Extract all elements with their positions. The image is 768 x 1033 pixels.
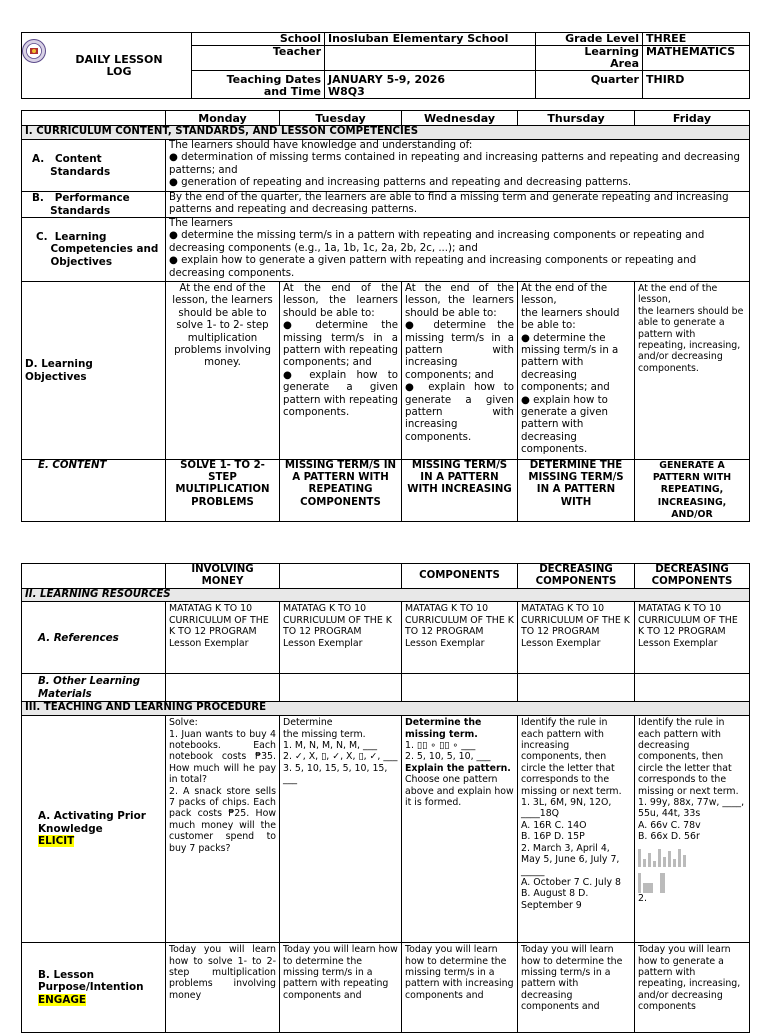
school-value: Inosluban Elementary School bbox=[325, 33, 536, 46]
content-cont-thursday: DECREASING COMPONENTS bbox=[518, 564, 635, 589]
activating-tuesday: Determine the missing term. 1. M, N, M, N, M, ___ 2. ✓, X, ▯, ✓, X, ▯, ✓, ___ 3. 5, 10, 15, 5, 10, 15, ___ bbox=[280, 716, 402, 943]
wed-items: 1. ▯▯ ∘ ▯▯ ∘ ___ 2. 5, 10, 5, 10, ___ bbox=[405, 740, 491, 763]
activating-wednesday bbox=[402, 716, 518, 943]
content-cont-friday: DECREASING COMPONENTS bbox=[635, 564, 750, 589]
competencies-text: The learners ● determine the missing term/s in a pattern with repeating and increasing components or repeating and decreasing components (e.g., 1a, 1b, 1c, 2a, 2b, 2c, ...); and ● explain how to generate a given pattern with repeating and increasing components or repeating and decreasing components. bbox=[166, 218, 750, 282]
objective-wednesday: At the end of the lesson, the learners should be able to: ● determine the missing term/s in a pattern with increasing components; and ● explain how to generate a given pattern with increasing components. bbox=[402, 282, 518, 460]
references-label: A. References bbox=[22, 602, 166, 674]
performance-standards-label: B. Performance Standards bbox=[22, 192, 166, 218]
grade-label: Grade Level bbox=[536, 33, 643, 46]
content-thursday: DETERMINE THE MISSING TERM/S IN A PATTERN WITH bbox=[518, 460, 635, 522]
lesson-table-part2 bbox=[21, 563, 750, 1033]
purpose-friday: Today you will learn how to generate a pattern with repeating, increasing, and/or decreasing components bbox=[635, 943, 750, 1033]
corner-cell bbox=[22, 111, 166, 126]
content-label: E. CONTENT bbox=[22, 460, 166, 522]
activating-label-text: A. Activating Prior Knowledge bbox=[38, 810, 146, 835]
engage-tag: ENGAGE bbox=[38, 993, 86, 1006]
content-monday: SOLVE 1- TO 2-STEP MULTIPLICATION PROBLEMS bbox=[166, 460, 280, 522]
quarter-value: THIRD bbox=[643, 71, 750, 99]
objective-friday: At the end of the lesson, the learners should be able to generate a pattern with repeating, increasing, and/or decreasing components. bbox=[635, 282, 750, 460]
learning-area-label: Learning Area bbox=[536, 46, 643, 71]
objectives-label: D. Learning Objectives bbox=[22, 282, 166, 460]
content-standards-text: The learners should have knowledge and understanding of: ● determination of missing terms contained in repeating and increasing patterns and repeating and decreasing patterns; and ● generation of repeating and increasing patterns and repeating and decreasing patterns. bbox=[166, 140, 750, 192]
day-friday: Friday bbox=[635, 111, 750, 126]
school-label: School bbox=[192, 33, 325, 46]
competencies-label: C. Learning Competencies and Objectives bbox=[22, 218, 166, 282]
teaching-dates-label: Teaching Dates and Time bbox=[192, 71, 325, 99]
dll-title: DAILY LESSON LOG bbox=[22, 33, 192, 99]
references-monday: MATATAG K TO 10 CURRICULUM OF THE K TO 12 PROGRAM Lesson Exemplar bbox=[166, 602, 280, 674]
learning-area-value: MATHEMATICS bbox=[643, 46, 750, 71]
section-curriculum-heading: I. CURRICULUM CONTENT, STANDARDS, AND LESSON COMPETENCIES bbox=[22, 126, 750, 140]
activating-friday bbox=[635, 716, 750, 943]
fri-item-2: 2. bbox=[638, 892, 647, 904]
objective-monday: At the end of the lesson, the learners should be able to solve 1- to 2- step multiplication problems involving money. bbox=[166, 282, 280, 460]
wed-explain-title: Explain the pattern. bbox=[405, 762, 511, 774]
day-tuesday: Tuesday bbox=[280, 111, 402, 126]
content-wednesday: MISSING TERM/S IN A PATTERN WITH INCREASING bbox=[402, 460, 518, 522]
purpose-thursday: Today you will learn how to determine the missing term/s in a pattern with decreasing components and bbox=[518, 943, 635, 1033]
wed-determine-title: Determine the missing term. bbox=[405, 717, 482, 740]
wed-explain-text: Choose one pattern above and explain how it is formed. bbox=[405, 774, 514, 809]
content-tuesday: MISSING TERM/S IN A PATTERN WITH REPEATING COMPONENTS bbox=[280, 460, 402, 522]
purpose-wednesday: Today you will learn how to determine the missing term/s in a pattern with increasing components and bbox=[402, 943, 518, 1033]
fri-activity-text: Identify the rule in each pattern with decreasing components, then circle the letter that corresponds to the missing or next term. 1. 99y, 88x, 77w, ____, 55u, 44t, 33s A. 66v C. 78v B. 66x D. 56r bbox=[638, 717, 745, 843]
references-thursday: MATATAG K TO 10 CURRICULUM OF THE K TO 12 PROGRAM Lesson Exemplar bbox=[518, 602, 635, 674]
activating-thursday: Identify the rule in each pattern with increasing components, then circle the letter that corresponds to the missing or next term. 1. 3L, 6M, 9N, 12O, ____18Q A. 16R C. 14O B. 16P D. 15P 2. March 3, April 4, May 5, June 6, July 7, _____ A. October 7 C. July 8 B. August 8 D. September 9 bbox=[518, 716, 635, 943]
objective-tuesday: At the end of the lesson, the learners should be able to: ● determine the missing term/s in a pattern with repeating components; and ● explain how to generate a given pattern with repeating components. bbox=[280, 282, 402, 460]
purpose-label bbox=[22, 943, 166, 1033]
pattern-bars-image-1 bbox=[638, 847, 746, 867]
teacher-label: Teacher bbox=[192, 46, 325, 71]
day-wednesday: Wednesday bbox=[402, 111, 518, 126]
purpose-tuesday: Today you will learn how to determine the missing term/s in a pattern with repeating components and bbox=[280, 943, 402, 1033]
quarter-label: Quarter bbox=[536, 71, 643, 99]
activating-monday: Solve: 1. Juan wants to buy 4 notebooks. Each notebook costs ₱35. How much will he pay in total? 2. A snack store sells 7 packs of chips. Each pack costs ₱25. How much money will the customer spend to buy 7 packs? bbox=[166, 716, 280, 943]
section-procedure-heading: III. TEACHING AND LEARNING PROCEDURE bbox=[22, 702, 750, 716]
teaching-dates-value: JANUARY 5-9, 2026 W8Q3 bbox=[325, 71, 536, 99]
purpose-label-text: B. Lesson Purpose/Intention bbox=[38, 968, 144, 994]
grade-value: THREE bbox=[643, 33, 750, 46]
content-cont-tuesday bbox=[280, 564, 402, 589]
content-standards-label: A. Content Standards bbox=[22, 140, 166, 192]
pattern-bars-image-2 bbox=[638, 873, 746, 893]
header-table bbox=[21, 32, 750, 99]
content-cont-wednesday: COMPONENTS bbox=[402, 564, 518, 589]
references-friday: MATATAG K TO 10 CURRICULUM OF THE K TO 12 PROGRAM Lesson Exemplar bbox=[635, 602, 750, 674]
day-monday: Monday bbox=[166, 111, 280, 126]
lesson-table-part1 bbox=[21, 110, 750, 522]
content-cont-monday: INVOLVING MONEY bbox=[166, 564, 280, 589]
day-thursday: Thursday bbox=[518, 111, 635, 126]
content-friday: GENERATE A PATTERN WITH REPEATING, INCREASING, AND/OR bbox=[635, 460, 750, 522]
elicit-tag: ELICIT bbox=[38, 835, 75, 848]
performance-standards-text: By the end of the quarter, the learners are able to find a missing term and generate repeating and increasing patterns and repeating and decreasing patterns. bbox=[166, 192, 750, 218]
other-materials-label: B. Other Learning Materials bbox=[22, 674, 166, 702]
references-tuesday: MATATAG K TO 10 CURRICULUM OF THE K TO 12 PROGRAM Lesson Exemplar bbox=[280, 602, 402, 674]
section-resources-heading: II. LEARNING RESOURCES bbox=[22, 589, 750, 602]
references-wednesday: MATATAG K TO 10 CURRICULUM OF THE K TO 12 PROGRAM Lesson Exemplar bbox=[402, 602, 518, 674]
purpose-monday: Today you will learn how to solve 1- to 2-step multiplication problems involving money bbox=[166, 943, 280, 1033]
objective-thursday: At the end of the lesson, the learners should be able to: ● determine the missing term/s in a pattern with decreasing components; and ● explain how to generate a given pattern with decreasing components. bbox=[518, 282, 635, 460]
teacher-value bbox=[325, 46, 536, 71]
activating-label bbox=[22, 716, 166, 943]
